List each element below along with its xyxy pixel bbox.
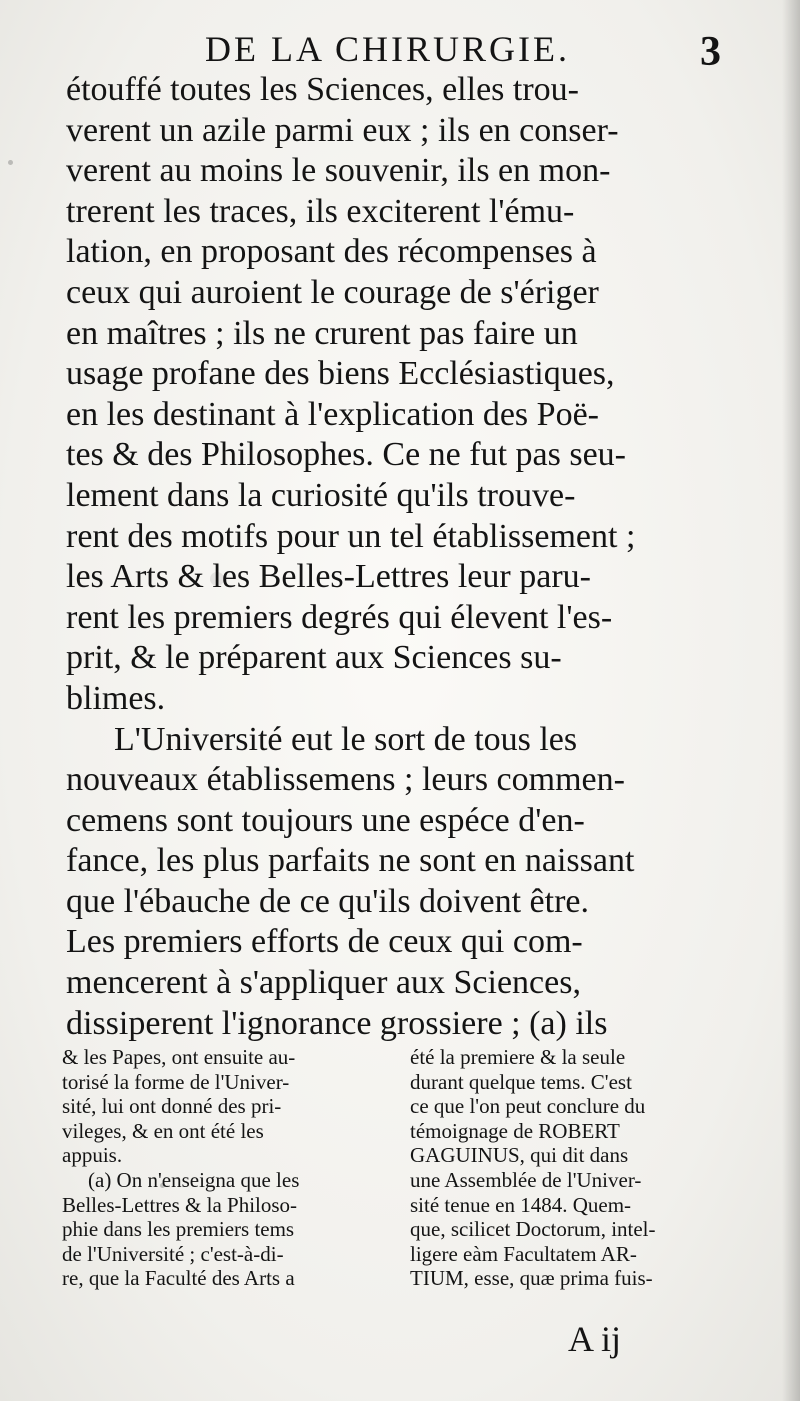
text-line: rent des motifs pour un tel établissement ; [66, 517, 636, 555]
footnote-line: durant quelque tems. C'est [410, 1069, 632, 1094]
text-line: ceux qui auroient le courage de s'ériger [66, 273, 599, 311]
main-text-block [66, 70, 738, 1044]
text-line: lation, en proposant des récompenses à [66, 233, 597, 271]
paragraph-start-line: L'Université eut le sort de tous les [114, 720, 578, 758]
ink-speck [8, 160, 13, 165]
text-line: que l'ébauche de ce qu'ils doivent être. [66, 882, 589, 920]
footnote-line: ce que l'on peut conclure du [410, 1094, 646, 1119]
footnote-line: Belles-Lettres & la Philoso- [62, 1192, 298, 1217]
footnote-line: sité tenue en 1484. Quem- [410, 1192, 632, 1217]
page-number: 3 [700, 29, 721, 75]
footnote-line: sité, lui ont donné des pri- [62, 1094, 282, 1119]
text-line: cemens sont toujours une espéce d'en- [66, 801, 585, 839]
text-line: en maîtres ; ils ne crurent pas faire un [66, 314, 578, 352]
page-edge-shadow [782, 0, 800, 1401]
footnote-line: que, scilicet Doctorum, intel- [410, 1217, 656, 1242]
footnote-line: torisé la forme de l'Univer- [62, 1069, 290, 1094]
text-line: étouffé toutes les Sciences, elles trou- [66, 71, 579, 108]
footnote-line: GAGUINUS, qui dit dans [410, 1143, 629, 1168]
text-line: les Arts & les Belles-Lettres leur paru- [66, 558, 591, 596]
footnote-column-left [62, 1045, 392, 1291]
signature-mark: A ij [568, 1319, 622, 1359]
text-line: trerent les traces, ils exciterent l'ému- [66, 192, 575, 230]
footnote-line: vileges, & en ont été les [62, 1118, 264, 1143]
footnote-line: TIUM, esse, quæ prima fuis- [410, 1266, 653, 1291]
text-line: lement dans la curiosité qu'ils trouve- [66, 476, 576, 514]
running-head: DE LA CHIRURGIE. [205, 29, 570, 69]
text-line: Les premiers efforts de ceux qui com- [66, 923, 583, 961]
text-line: rent les premiers degrés qui élevent l'es- [66, 598, 613, 636]
text-line: verent un azile parmi eux ; ils en conser- [66, 111, 619, 149]
text-line: dissiperent l'ignorance grossiere ; (a) ils [66, 1004, 608, 1042]
footnote-line: ligere eàm Facultatem AR- [410, 1241, 637, 1266]
text-line: en les destinant à l'explication des Poë- [66, 395, 599, 433]
footnote-line: re, que la Faculté des Arts a [62, 1266, 295, 1291]
footnote-line: & les Papes, ont ensuite au- [62, 1045, 296, 1069]
footnotes [62, 1045, 742, 1310]
footnote-line: phie dans les premiers tems [62, 1217, 295, 1242]
text-line: fance, les plus parfaits ne sont en naissant [66, 842, 635, 880]
text-line: tes & des Philosophes. Ce ne fut pas seu- [66, 436, 626, 474]
footnote-line: (a) On n'enseigna que les [88, 1167, 300, 1192]
text-line: nouveaux établissemens ; leurs commen- [66, 761, 625, 799]
footnote-line: appuis. [62, 1143, 123, 1168]
footnote-line: de l'Université ; c'est-à-di- [62, 1241, 284, 1266]
footnote-line: témoignage de ROBERT [410, 1118, 620, 1143]
ink-speck [210, 572, 224, 586]
text-line: prit, & le préparent aux Sciences su- [66, 639, 562, 677]
text-line: blimes. [66, 679, 166, 717]
footnote-column-right [410, 1045, 740, 1291]
text-line: mencerent à s'appliquer aux Sciences, [66, 964, 581, 1002]
ink-speck [160, 1183, 165, 1188]
text-line: usage profane des biens Ecclésiastiques, [66, 355, 615, 393]
footnote-line: été la premiere & la seule [410, 1045, 626, 1069]
footnote-line: une Assemblée de l'Univer- [410, 1167, 642, 1192]
text-line: verent au moins le souvenir, ils en mon- [66, 152, 611, 190]
